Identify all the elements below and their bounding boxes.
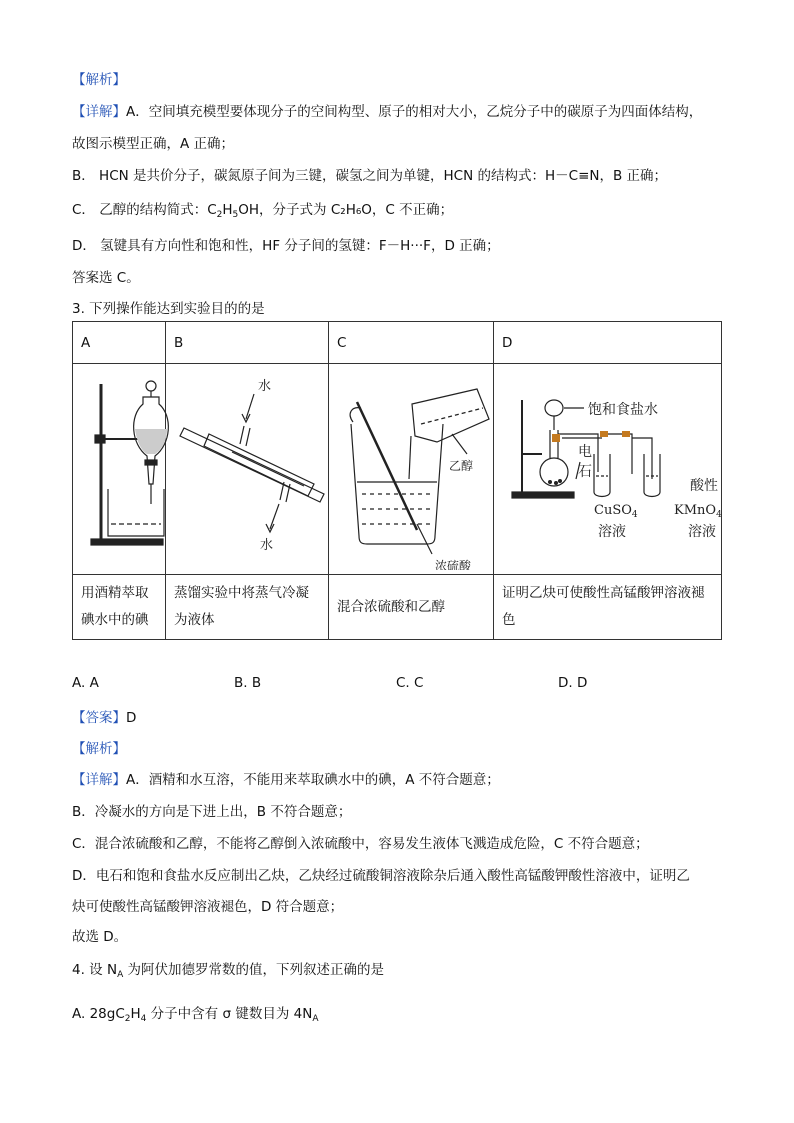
q4-stem-sub: A: [117, 970, 124, 980]
q3-description-row: [73, 575, 722, 640]
q3-detail-line-4: D．电石和饱和食盐水反应制出乙炔，乙炔经过硫酸铜溶液除杂后通入酸性高锰酸钾酸性溶液中，证明乙: [72, 868, 690, 884]
q4-opta-mid: H: [130, 1006, 141, 1022]
q3-answer-tag: 【答案】: [72, 710, 126, 726]
q3-option-b: B. B: [234, 675, 262, 691]
q3-header-row: [73, 322, 722, 364]
q2-line4-mid: H: [222, 202, 233, 218]
q4-stem: [72, 958, 384, 980]
q3-desc-d: 证明乙炔可使酸性高锰酸钾溶液褪色: [494, 575, 722, 640]
q2-detail-line-1: [72, 100, 702, 120]
q4-option-a: [72, 1002, 318, 1024]
q3-stem: 3. 下列操作能达到实验目的的是: [72, 301, 265, 317]
q2-answer-line: 答案选 C。: [72, 270, 140, 286]
condenser-diagram: [174, 364, 337, 570]
brine-label: 饱和食盐水: [588, 402, 658, 418]
q2-analysis-tag: 【解析】: [72, 72, 126, 88]
ethanol-label: 乙醇: [449, 459, 474, 473]
q4-opta-sub3: A: [312, 1014, 319, 1024]
q2-detail-tag: 【详解】: [72, 104, 126, 120]
carbide-label-2: 石: [578, 464, 592, 480]
q3-detail-line-2: B．冷凝水的方向是下进上出，B 不符合题意；: [72, 804, 352, 820]
beaker-mixing-diagram: [337, 364, 502, 570]
q3-detail-text-1: A．酒精和水互溶，不能用来萃取碘水中的碘，A 不符合题意；: [126, 772, 500, 788]
q3-figure-row: [73, 364, 722, 575]
acetylene-apparatus-diagram: [502, 364, 730, 570]
q4-opta-sub2: 4: [140, 1014, 147, 1024]
q3-option-c: C. C: [396, 675, 424, 691]
conc-sulfuric-label: 浓硫酸: [435, 559, 472, 570]
q2-line4-sub1: 2: [216, 210, 223, 220]
q2-detail-line-2: 故图示模型正确，A 正确；: [72, 136, 235, 152]
q2-detail-line-4: [72, 198, 453, 220]
q3-header-b: B: [166, 322, 329, 364]
cuso4-label: CuSO$_4$: [594, 503, 638, 520]
q3-detail-line-1: [72, 768, 500, 788]
q3-detail-line-3: C．混合浓硫酸和乙醇，不能将乙醇倒入浓硫酸中，容易发生液体飞溅造成危险，C 不符合题意；: [72, 836, 649, 852]
q3-detail-tag: 【详解】: [72, 772, 126, 788]
separatory-funnel-diagram: [81, 364, 174, 570]
q2-detail-line-5: D． 氢键具有方向性和饱和性，HF 分子间的氢键：F－H···F，D 正确；: [72, 238, 500, 254]
q3-figure-a: [73, 364, 166, 575]
q3-header-d: D: [494, 322, 722, 364]
q2-line4-sub2: 5: [232, 210, 239, 220]
q3-answer-line: [72, 706, 136, 726]
q3-desc-b: 蒸馏实验中将蒸气冷凝为液体: [166, 575, 329, 640]
solution1-label: 溶液: [598, 524, 626, 540]
q2-line4-post: OH，分子式为 C₂H₆O，C 不正确；: [238, 202, 454, 218]
q3-conclusion: 故选 D。: [72, 929, 128, 945]
q3-answer-value: D: [126, 710, 137, 726]
q3-table: [72, 321, 722, 640]
q4-opta-sub1: 2: [124, 1014, 131, 1024]
q3-figure-b: [166, 364, 329, 575]
q3-header-c: C: [329, 322, 494, 364]
q3-option-d: D. D: [558, 675, 588, 691]
condenser-water-out-label: 水: [260, 538, 274, 553]
q4-stem-pre: 4. 设 N: [72, 962, 118, 978]
q3-detail-line-5: 炔可使酸性高锰酸钾溶液褪色，D 符合题意；: [72, 899, 344, 915]
q3-header-a: A: [73, 322, 166, 364]
q3-figure-d: [494, 364, 722, 575]
q3-options: [72, 675, 721, 695]
q3-figure-c: [329, 364, 494, 575]
q3-desc-c: 混合浓硫酸和乙醇: [329, 575, 494, 640]
q2-line4-pre: C． 乙醇的结构简式：C: [72, 202, 217, 218]
q3-desc-a: 用酒精萃取碘水中的碘: [73, 575, 166, 640]
acidic-label: 酸性: [690, 478, 718, 494]
q4-opta-post: 分子中含有 σ 键数目为 4N: [146, 1006, 313, 1022]
q2-line1-text: A．空间填充模型要体现分子的空间构型、原子的相对大小，乙烷分子中的碳原子为四面体结构，: [126, 104, 703, 120]
solution2-label: 溶液: [688, 524, 716, 540]
condenser-water-in-label: 水: [258, 379, 272, 394]
q3-option-a: A. A: [72, 675, 99, 691]
q2-detail-line-3: B． HCN 是共价分子，碳氮原子间为三键，碳氢之间为单键，HCN 的结构式：H－C≡N，B 正确；: [72, 168, 668, 184]
q3-analysis-tag: 【解析】: [72, 741, 126, 757]
carbide-label-1: 电: [578, 444, 592, 460]
q4-opta-pre: A. 28gC: [72, 1006, 125, 1022]
kmno4-label: KMnO$_4$: [674, 503, 722, 520]
q4-stem-post: 为阿伏加德罗常数的值，下列叙述正确的是: [123, 962, 385, 978]
